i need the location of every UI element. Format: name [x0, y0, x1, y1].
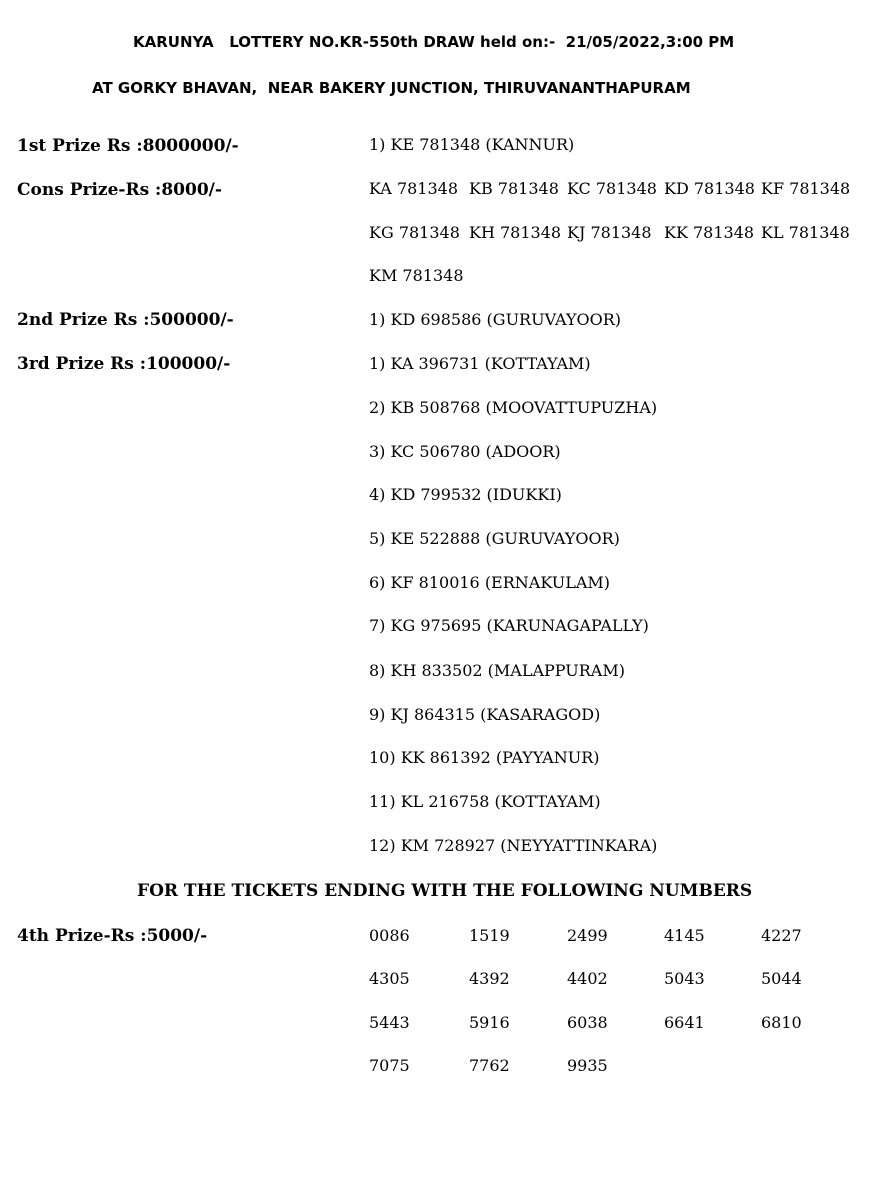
cons-prize-number: KJ 781348 [567, 223, 652, 242]
fourth-prize-number: 5043 [664, 969, 705, 988]
second-prize-label: 2nd Prize Rs :500000/- [17, 310, 234, 330]
first-prize-label: 1st Prize Rs :8000000/- [17, 136, 239, 156]
ending-numbers-note: FOR THE TICKETS ENDING WITH THE FOLLOWING NUMBERS [137, 881, 753, 901]
third-prize-winner: 11) KL 216758 (KOTTAYAM) [369, 792, 601, 811]
third-prize-winner: 9) KJ 864315 (KASARAGOD) [369, 705, 601, 724]
third-prize-winner: 2) KB 508768 (MOOVATTUPUZHA) [369, 398, 658, 417]
fourth-prize-number: 4402 [567, 969, 608, 988]
cons-prize-number: KG 781348 [369, 223, 460, 242]
cons-prize-number: KL 781348 [761, 223, 850, 242]
fourth-prize-number: 4145 [664, 926, 705, 945]
draw-venue: AT GORKY BHAVAN, NEAR BAKERY JUNCTION, THIRUVANANTHAPURAM [92, 79, 691, 97]
cons-prize-number: KD 781348 [664, 179, 755, 198]
fourth-prize-number: 6641 [664, 1013, 705, 1032]
cons-prize-number: KM 781348 [369, 266, 464, 285]
fourth-prize-number: 6810 [761, 1013, 802, 1032]
third-prize-winner: 6) KF 810016 (ERNAKULAM) [369, 573, 611, 592]
fourth-prize-number: 1519 [469, 926, 510, 945]
third-prize-winner: 3) KC 506780 (ADOOR) [369, 442, 561, 461]
fourth-prize-number: 5916 [469, 1013, 510, 1032]
fourth-prize-number: 5443 [369, 1013, 410, 1032]
fourth-prize-number: 4227 [761, 926, 802, 945]
first-prize-winner: 1) KE 781348 (KANNUR) [369, 135, 575, 154]
third-prize-label: 3rd Prize Rs :100000/- [17, 354, 231, 374]
cons-prize-number: KC 781348 [567, 179, 657, 198]
third-prize-winner: 5) KE 522888 (GURUVAYOOR) [369, 529, 620, 548]
cons-prize-number: KF 781348 [761, 179, 851, 198]
third-prize-winner: 10) KK 861392 (PAYYANUR) [369, 748, 600, 767]
fourth-prize-number: 7075 [369, 1056, 410, 1075]
third-prize-winner: 12) KM 728927 (NEYYATTINKARA) [369, 836, 658, 855]
cons-prize-number: KB 781348 [469, 179, 559, 198]
third-prize-winner: 4) KD 799532 (IDUKKI) [369, 485, 562, 504]
fourth-prize-number: 9935 [567, 1056, 608, 1075]
fourth-prize-number: 4392 [469, 969, 510, 988]
third-prize-winner: 8) KH 833502 (MALAPPURAM) [369, 661, 625, 680]
third-prize-winner: 1) KA 396731 (KOTTAYAM) [369, 354, 591, 373]
cons-prize-number: KH 781348 [469, 223, 562, 242]
fourth-prize-label: 4th Prize-Rs :5000/- [17, 926, 208, 946]
fourth-prize-number: 6038 [567, 1013, 608, 1032]
cons-prize-number: KK 781348 [664, 223, 755, 242]
cons-prize-number: KA 781348 [369, 179, 459, 198]
cons-prize-label: Cons Prize-Rs :8000/- [17, 180, 222, 200]
fourth-prize-number: 0086 [369, 926, 410, 945]
fourth-prize-number: 2499 [567, 926, 608, 945]
fourth-prize-number: 7762 [469, 1056, 510, 1075]
fourth-prize-number: 5044 [761, 969, 802, 988]
second-prize-winner: 1) KD 698586 (GURUVAYOOR) [369, 310, 622, 329]
third-prize-winner: 7) KG 975695 (KARUNAGAPALLY) [369, 616, 649, 635]
fourth-prize-number: 4305 [369, 969, 410, 988]
draw-title: KARUNYA LOTTERY NO.KR-550th DRAW held on:- 21/05/2022,3:00 PM [133, 33, 735, 51]
